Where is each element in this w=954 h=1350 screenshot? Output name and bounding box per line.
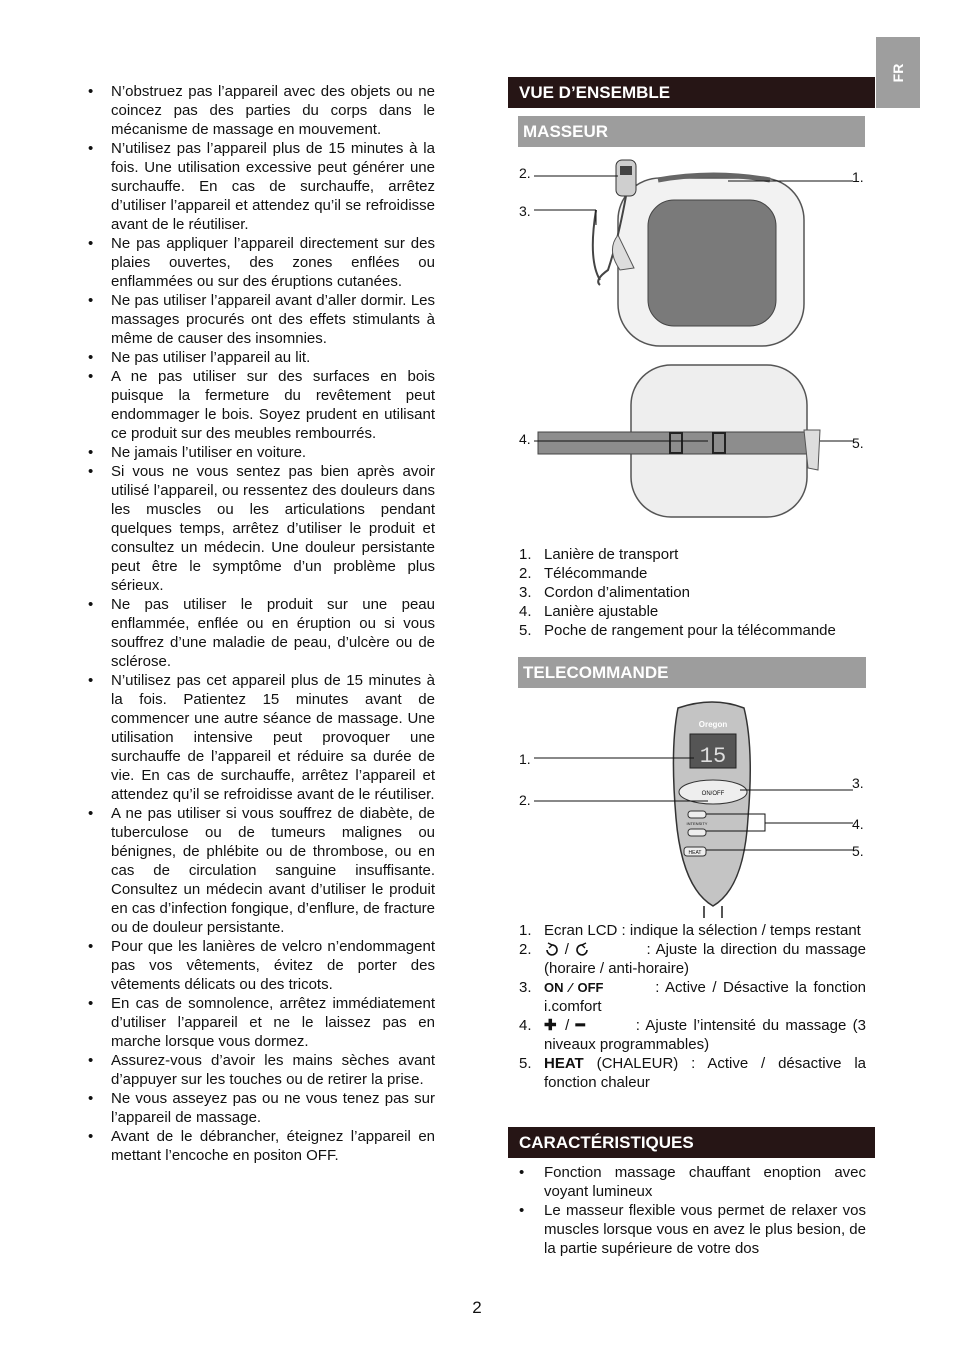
page-number: 2 [472, 1298, 482, 1317]
list-item: 2. Télécommande [519, 565, 648, 582]
list-item: 4. ✚ / ━ : Ajuste l’intensité du massage (3 niveaux programmables) [519, 1017, 867, 1053]
masseur-callout-3: 3. [519, 203, 531, 219]
warning-item: • A ne pas utiliser si vous souffrez de diabète, de tuberculose ou de tumeurs malignes ou bénignes, de phlébite ou de thrombose, ou en cas de circulation sanguine insuffisante. Consultez un médecin avant d’utiliser le produit en cas d’infection fongique, d’enflure, de fracture ou de douleur persistante. [88, 804, 435, 937]
remote-callout-1: 1. [519, 751, 531, 767]
list-item: 2. / : Ajuste la direction du massage (horaire / anti-horaire) [519, 941, 866, 977]
warning-item: • Si vous ne vous sentez pas bien après avoir utilisé l’appareil, ou ressentez des douleurs dans les muscles ou les articulations pendant quelques temps, arrêtez d’utiliser le produit et consultez un médecin. Une douleur persistante peut être le symptôme d’un problème plus sérieux. [88, 462, 435, 595]
warning-item: • Ne vous asseyez pas ou ne vous tenez pas sur l’appareil de massage. [88, 1089, 435, 1127]
onoff-icon: ON ⁄ OFF [544, 980, 604, 995]
warning-item: • Ne pas appliquer l’appareil directement sur des plaies ouvertes, des zones enflées ou enflammées ou sur des éruptions cutanées. [88, 234, 435, 291]
masseur-callout-5: 5. [852, 435, 864, 451]
features [519, 1163, 866, 1258]
minus-button[interactable] [688, 829, 706, 836]
remote-thumb-screen [620, 166, 632, 175]
feature-item: • Le masseur flexible vous permet de relaxer vos muscles lorsque vous en avez le plus besion, de la partie supérieure de votre dos [519, 1201, 866, 1258]
list-item: 5. Poche de rangement pour la télécommande [519, 622, 836, 639]
masseur-heading: MASSEUR [518, 116, 865, 147]
warning-item: • Ne jamais l’utiliser en voiture. [88, 443, 435, 462]
cushion-pad [648, 200, 776, 326]
warning-item: • N’obstruez pas l’appareil avec des objets ou ne coincez pas des parties du corps dans le mécanisme de massage en mouvement. [88, 82, 435, 139]
remote-illustration [508, 698, 875, 918]
feature-item: • Fonction massage chauffant enoption avec voyant lumineux [519, 1163, 866, 1201]
warning-list [88, 82, 435, 1165]
warning-item: • N’utilisez pas l’appareil plus de 15 minutes à la fois. Une utilisation excessive peut générer une surchauffe. En cas de surchauffe, arrêtez d’utiliser l’appareil et attendez qu’il se refroidisse avant de le réutiliser. [88, 139, 435, 234]
safety-warnings [88, 82, 435, 1165]
masseur-illustration [508, 150, 875, 540]
list-item: 4. Lanière ajustable [519, 603, 659, 620]
list-item: 3. ON ⁄ OFF : Active / Désactive la fonction i.comfort [519, 979, 867, 1015]
masseur-callout-4: 4. [519, 431, 531, 447]
list-item: 1. Lanière de transport [519, 546, 679, 563]
brand-logo: Oregon [698, 720, 728, 729]
masseur-parts [519, 545, 866, 640]
remote-cable [704, 906, 722, 918]
masseur-callout-2: 2. [519, 165, 531, 181]
rotate-cw-icon [575, 942, 590, 956]
language-label: FR [890, 63, 906, 82]
warning-item: • Assurez-vous d’avoir les mains sèches avant d’appuyer sur les touches ou de retirer la prise. [88, 1051, 435, 1089]
rotate-ccw-icon [544, 942, 559, 956]
warning-item: • En cas de somnolence, arrêtez immédiatement d’utiliser l’appareil et ne le laissez pas en marche lorsque vous dormez. [88, 994, 435, 1051]
minus-icon: ━ [575, 1017, 585, 1034]
warning-item: • Ne pas utiliser le produit sur une peau enflammée, enflée ou en éruption ou si vous souffrez d’une maladie de peau, d’ulcère ou de sclérose. [88, 595, 435, 671]
language-tab [876, 37, 920, 108]
warning-item: • N’utilisez pas cet appareil plus de 15 minutes à la fois. Patientez 15 minutes avant de commencer une autre séance de massage. Une utilisation intensive peut provoquer une surchauffe de l’appareil et réduire sa durée de vie. En cas de surchauffe, arrêtez l’appareil et attendez qu’il se refroidisse avant de le réutiliser. [88, 671, 435, 804]
remote-callout-2: 2. [519, 792, 531, 808]
remote-functions [519, 921, 866, 1092]
list-item: 1. Ecran LCD : indique la sélection / temps restant [519, 922, 861, 939]
warning-item: • Pour que les lanières de velcro n’endommagent pas vos vêtements, évitez de porter des vêtements délicats ou des tricots. [88, 937, 435, 994]
onoff-button-label: ON/OFF [701, 791, 725, 797]
adjustable-strap [538, 432, 808, 454]
remote-thumb [616, 160, 636, 196]
plus-button[interactable] [688, 811, 706, 818]
features-list [519, 1163, 866, 1258]
remote-callout-5: 5. [852, 843, 864, 859]
overview-heading: VUE D’ENSEMBLE [508, 77, 875, 108]
lcd-value: 15 [699, 744, 727, 769]
masseur-callout-1: 1. [852, 169, 864, 185]
remote-functions-list [519, 921, 866, 1092]
warning-item: • Ne pas utiliser l’appareil avant d’aller dormir. Les massages procurés ont des effets stimulants à même de causer des insomnies. [88, 291, 435, 348]
features-heading: CARACTÉRISTIQUES [508, 1127, 875, 1158]
masseur-parts-list [519, 545, 866, 640]
heat-button-label: HEAT [688, 850, 702, 856]
remote-callout-4: 4. [852, 816, 864, 832]
warning-item: • Avant de le débrancher, éteignez l’appareil en mettant l’encoche en positon OFF. [88, 1127, 435, 1165]
warning-item: • Ne pas utiliser l’appareil au lit. [88, 348, 435, 367]
plus-icon: ✚ [544, 1017, 559, 1034]
list-item: 3. Cordon d’alimentation [519, 584, 690, 601]
remote-heading: TELECOMMANDE [518, 657, 866, 688]
remote-callout-3: 3. [852, 775, 864, 791]
list-item: 5. HEAT (CHALEUR) : Active / désactive la fonction chaleur [519, 1055, 866, 1091]
intensity-label: INTENSITY [686, 821, 708, 826]
warning-item: • A ne pas utiliser sur des surfaces en bois puisque la fermeture du revêtement peut endommager le bois. Soyez prudent en utilisant ce produit sur des meubles rembourrés. [88, 367, 435, 443]
